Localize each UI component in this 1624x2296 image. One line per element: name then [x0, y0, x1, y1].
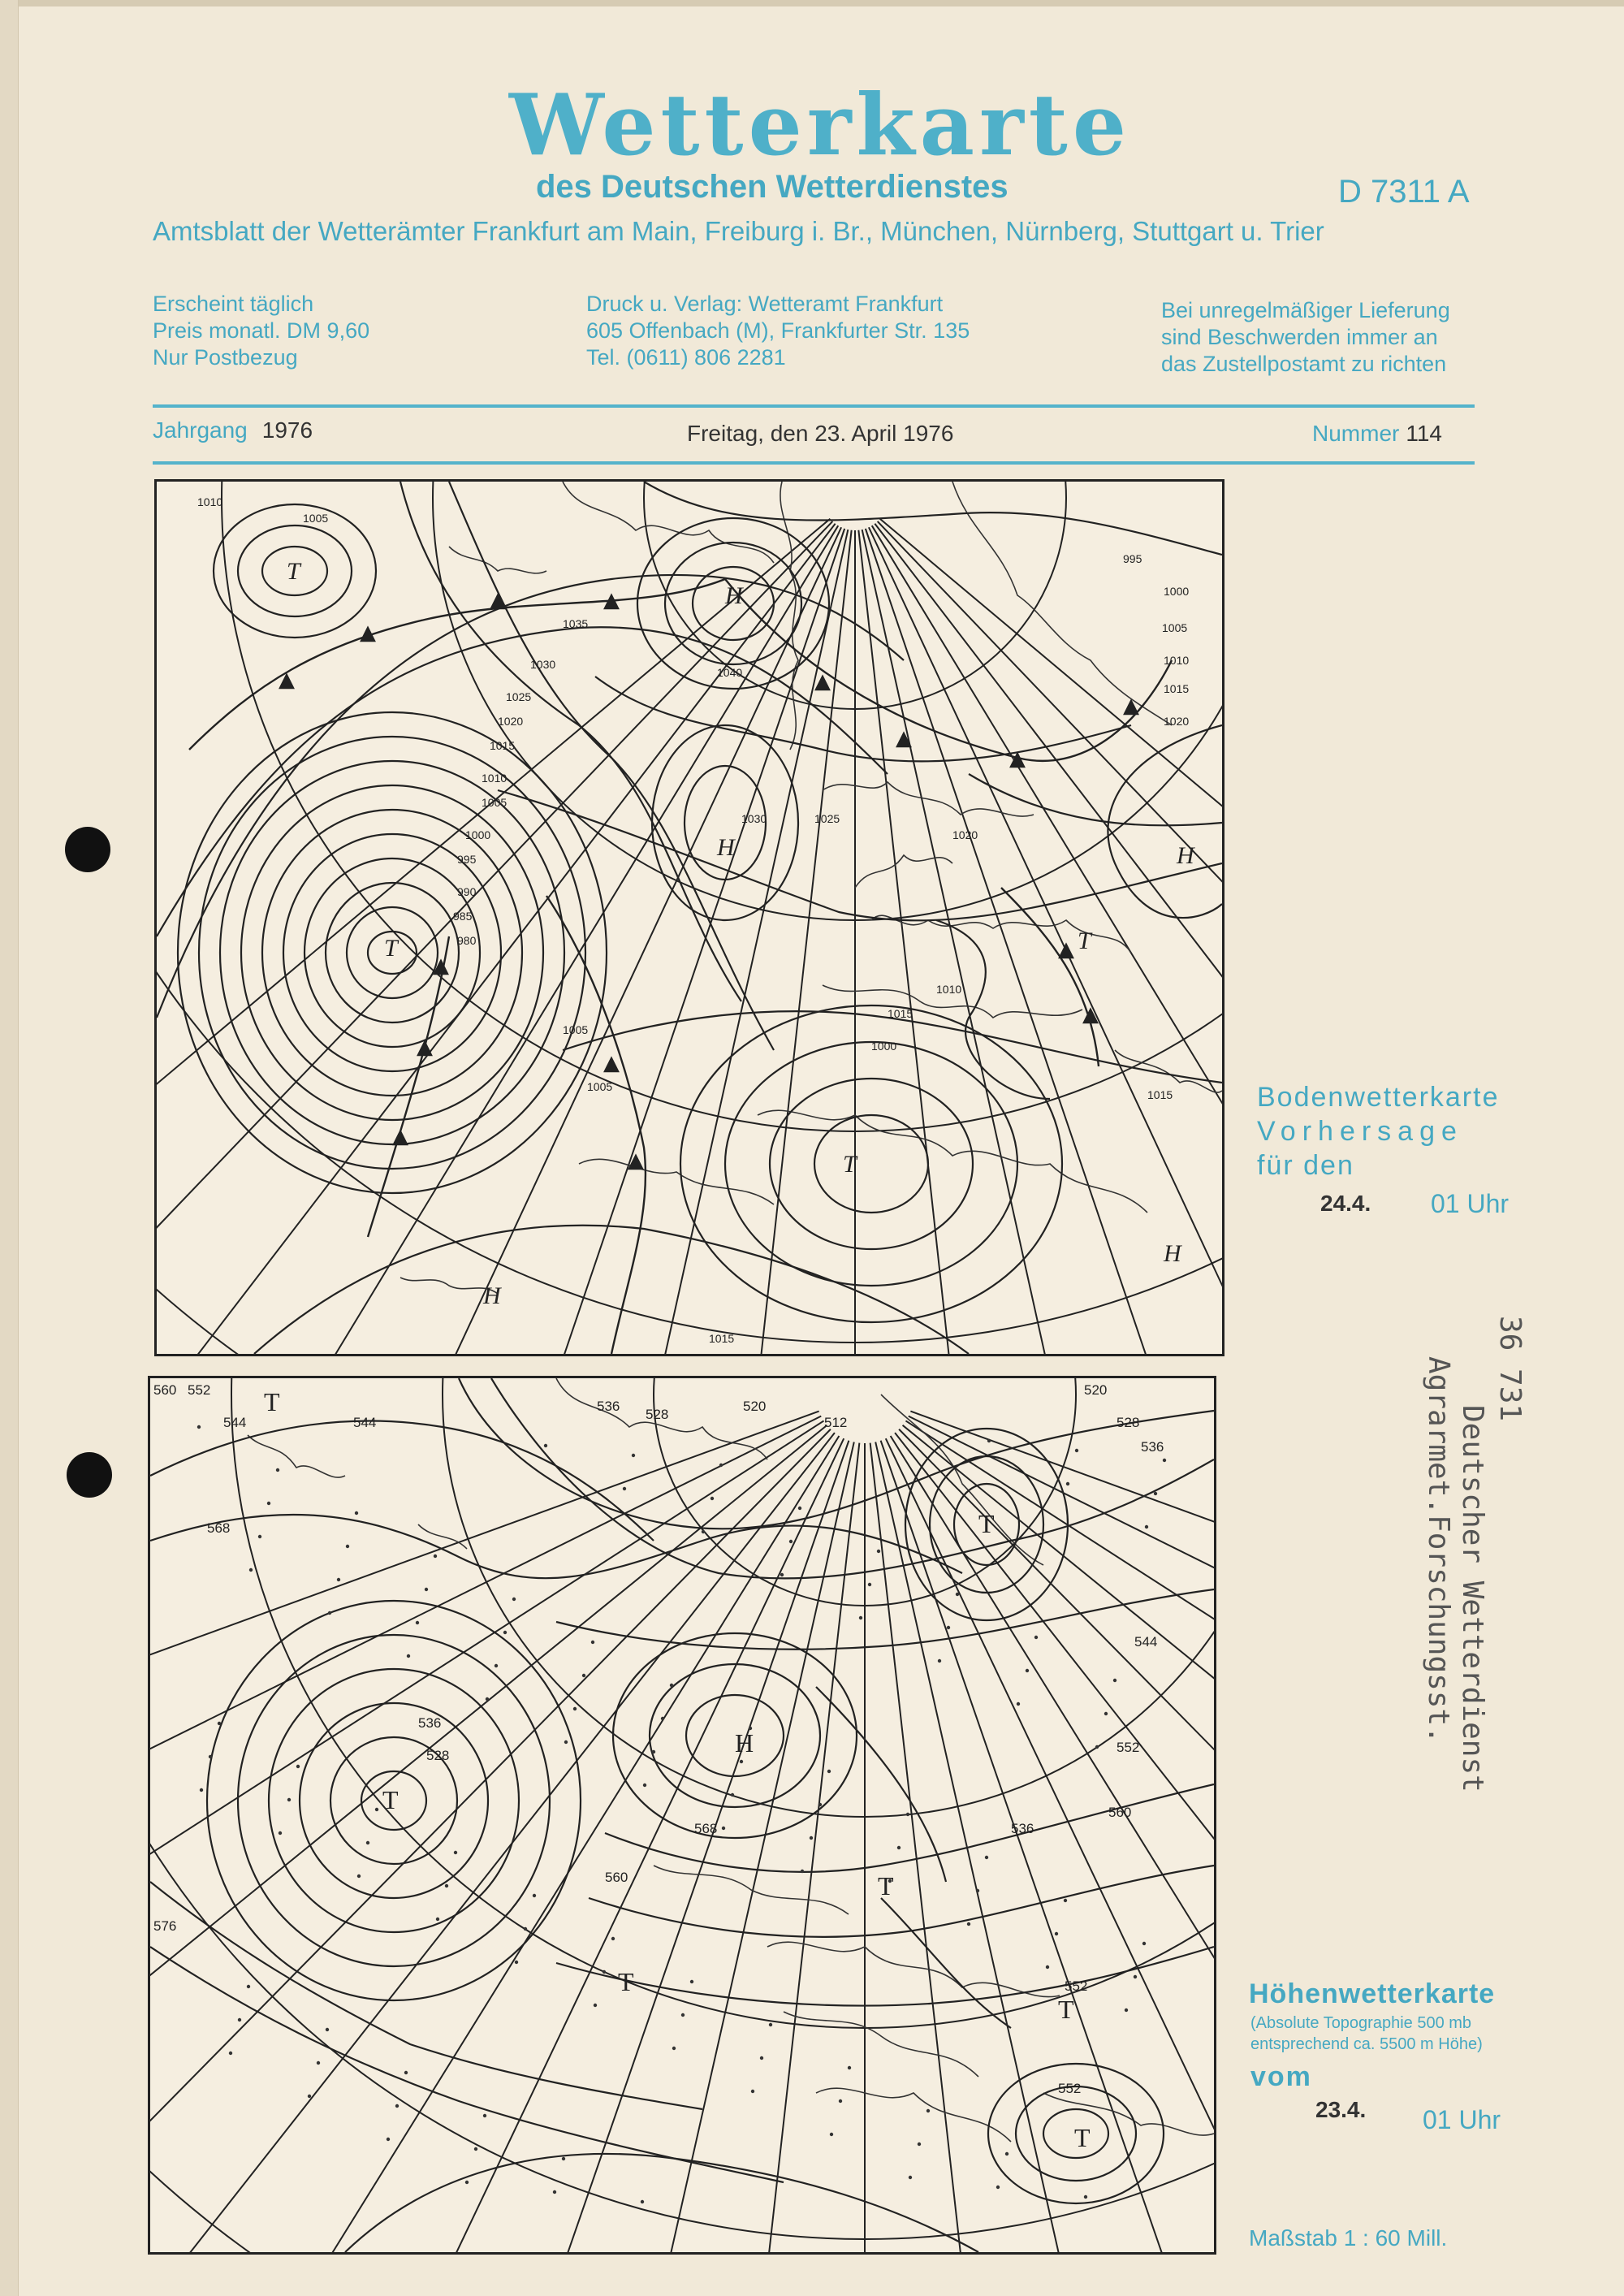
front-symbol [1060, 945, 1073, 958]
station-dot [1017, 1702, 1020, 1706]
meridian-line [150, 1416, 821, 1935]
newspaper-subtitle: des Deutschen Wetterdienstes [536, 169, 1009, 205]
station-dot [690, 1980, 693, 1983]
latitude-circle [443, 1378, 1214, 1817]
station-dot [573, 1707, 577, 1710]
station-dot [906, 1813, 909, 1816]
isobar-label: 1020 [498, 715, 524, 728]
station-dot [524, 1927, 527, 1931]
isobar-label: 1000 [1164, 585, 1190, 598]
station-dot [710, 1497, 714, 1500]
height-label: 576 [153, 1918, 177, 1934]
meridian-line [223, 525, 838, 1354]
front-symbol [1125, 701, 1138, 714]
height-label: 560 [153, 1382, 177, 1398]
surface-map-date: 24.4. [1320, 1191, 1371, 1216]
station-dot [503, 1631, 507, 1634]
station-dot [947, 1626, 950, 1629]
station-dot [229, 2052, 232, 2055]
height-label: 552 [1065, 1978, 1088, 1994]
station-dot [848, 2066, 851, 2069]
meridian-line [157, 519, 830, 1281]
meridian-line [222, 1436, 839, 2252]
station-dot [533, 1894, 536, 1897]
upper-map-height-contours [150, 1378, 1214, 2252]
upper-map-note [1250, 2013, 1483, 2055]
station-dot [483, 2114, 486, 2117]
isobar [652, 725, 798, 920]
surface-map-coastlines [400, 482, 1222, 1294]
station-dot [859, 1616, 862, 1619]
station-dot [357, 1874, 361, 1878]
station-dot [1142, 1942, 1146, 1945]
station-dot [623, 1487, 626, 1490]
isobar-label: 1025 [814, 812, 840, 825]
info-left-line: Nur Postbezug [153, 345, 298, 370]
height-label: 552 [1058, 2081, 1082, 2096]
height-label: 536 [418, 1715, 442, 1731]
isobar [936, 920, 1050, 1099]
isobar-label: 1015 [490, 739, 516, 752]
punch-hole-lower [67, 1452, 112, 1498]
meridian-line [730, 1443, 860, 2252]
isobar-label: 1020 [1164, 715, 1190, 728]
height-contour [589, 1866, 1214, 1937]
latitude-circle [150, 1378, 1214, 2239]
height-label: 528 [426, 1748, 450, 1763]
pressure-system-symbol: H [735, 1728, 754, 1758]
station-dot [877, 1550, 880, 1553]
punch-hole-upper [65, 827, 110, 872]
info-right-line: Bei unregelmäßiger Lieferung [1161, 298, 1450, 322]
station-dot [209, 1755, 212, 1758]
station-dot [355, 1511, 358, 1515]
caption-line: für den [1257, 1150, 1354, 1181]
isobar [400, 482, 741, 1001]
isobar-label: 1010 [197, 495, 223, 508]
meridian-line [895, 1433, 1214, 2252]
latitude-circle [433, 482, 1222, 920]
station-dot [486, 1697, 489, 1701]
pressure-system-symbol: T [1058, 1995, 1074, 2024]
station-dot [926, 2109, 930, 2112]
station-dot [731, 1793, 734, 1797]
upper-map-vom: vom [1250, 2061, 1312, 2092]
caption-line: Höhenwetterkarte [1249, 1978, 1496, 2009]
upper-map-pressure-systems [264, 1387, 1091, 2152]
header-rule-top [153, 404, 1475, 408]
station-dot [337, 1578, 340, 1581]
isobar [498, 790, 1222, 920]
station-dot [967, 1922, 970, 1926]
station-dot [218, 1722, 221, 1725]
station-dot [1066, 1482, 1069, 1485]
height-label: 560 [605, 1870, 628, 1885]
isobar-label: 1005 [303, 512, 329, 525]
isobar [254, 1226, 969, 1354]
isobar [969, 774, 1222, 825]
station-dot [258, 1535, 261, 1538]
weather-front [546, 896, 646, 1354]
surface-map-caption [1257, 1080, 1500, 1183]
meridian-line [597, 1442, 854, 2252]
height-label: 544 [223, 1415, 247, 1430]
station-dot [611, 1937, 615, 1940]
jahrgang [153, 417, 313, 443]
meridian-line [909, 1416, 1214, 1935]
isobar [814, 1115, 928, 1213]
surface-map-drawing [157, 482, 1222, 1354]
station-dot [512, 1598, 516, 1601]
station-dot [562, 2157, 565, 2160]
library-stamp [1413, 1316, 1543, 1884]
info-center-line: Tel. (0611) 806 2281 [586, 345, 786, 370]
isobar-label: 1030 [530, 658, 556, 671]
isobar-label: 995 [1123, 552, 1142, 565]
station-dot [909, 2176, 912, 2179]
height-label: 536 [597, 1399, 620, 1414]
pressure-system-symbol: H [1177, 842, 1194, 869]
stamp-number: 36 731 [1493, 1316, 1527, 1422]
height-label: 552 [1116, 1740, 1140, 1755]
latitude-circle [150, 1378, 1214, 2252]
station-dot [996, 2186, 1000, 2189]
surface-weather-map [154, 479, 1224, 1356]
pressure-system-symbol: T [382, 1785, 399, 1814]
station-dot [434, 1554, 437, 1558]
front-symbol [280, 675, 293, 688]
station-dot [395, 2104, 399, 2108]
station-dot [328, 1611, 331, 1615]
station-dot [1125, 2008, 1128, 2012]
station-dot [827, 1770, 831, 1773]
upper-map-drawing [150, 1378, 1214, 2252]
height-label: 512 [824, 1415, 848, 1430]
isobar-label: 1015 [1147, 1088, 1173, 1101]
meridian-line [723, 530, 852, 1354]
station-dot [818, 1803, 822, 1806]
issue-date: Freitag, den 23. April 1976 [687, 421, 954, 446]
station-dot [603, 1970, 606, 1974]
station-dot [1055, 1932, 1058, 1935]
station-dot [719, 1464, 723, 1467]
info-left-line: Preis monatl. DM 9,60 [153, 318, 370, 343]
station-dot [326, 2028, 329, 2031]
pressure-system-symbol: H [725, 582, 743, 609]
paper-top-edge [0, 0, 1624, 6]
station-dot [1104, 1712, 1108, 1715]
station-dot [789, 1540, 793, 1543]
station-dot [632, 1454, 635, 1457]
isobar [680, 1005, 1062, 1322]
map-scale: Maßstab 1 : 60 Mill. [1249, 2225, 1448, 2251]
station-dot [436, 1918, 439, 1921]
nummer-label: Nummer [1312, 421, 1400, 446]
isobar-label: 980 [457, 934, 477, 947]
isobar-label: 1010 [1164, 654, 1190, 667]
nummer-value: 114 [1406, 421, 1442, 446]
station-dot [670, 1684, 673, 1687]
front-symbol [605, 1058, 618, 1071]
station-dot [672, 2047, 676, 2050]
station-dot [495, 1664, 498, 1667]
pressure-system-symbol: T [1078, 927, 1091, 954]
station-dot [760, 2056, 763, 2060]
pressure-system-symbol: T [287, 558, 300, 585]
isobar-label: 985 [453, 910, 473, 923]
surface-map-isobars [157, 482, 1222, 1354]
station-dot [296, 1765, 300, 1768]
station-dot [1163, 1459, 1166, 1462]
station-dot [454, 1851, 457, 1854]
station-dot [1064, 1899, 1067, 1902]
station-dot [1134, 1975, 1137, 1978]
isobar-label: 1025 [506, 690, 532, 703]
isobar-label: 1040 [717, 666, 743, 679]
station-dot [681, 2013, 685, 2017]
station-dot [1026, 1669, 1029, 1672]
station-dot [474, 2147, 477, 2151]
jahrgang-value: 1976 [261, 417, 313, 443]
pressure-system-symbol: T [618, 1967, 634, 1996]
latitude-circle [222, 482, 1222, 1131]
station-dot [985, 1856, 988, 1859]
pressure-system-symbol: T [878, 1871, 894, 1900]
meridian-line [157, 521, 832, 1354]
height-contour [881, 1898, 1011, 2028]
stamp-line-2: Agrarmet.Forschungsst. [1422, 1356, 1455, 1744]
height-label: 560 [1108, 1805, 1132, 1820]
latitude-circle [150, 1378, 1214, 2252]
station-dot [375, 1808, 378, 1811]
station-dot [780, 1573, 784, 1576]
station-dot [279, 1831, 282, 1835]
isobar-label: 1005 [1162, 621, 1188, 634]
station-dot [1095, 1745, 1099, 1749]
station-dot [346, 1545, 349, 1548]
station-dot [416, 1621, 419, 1624]
note-line: (Absolute Topographie 500 mb [1250, 2014, 1472, 2032]
station-dot [445, 1884, 448, 1887]
info-center-line: Druck u. Verlag: Wetteramt Frankfurt [586, 292, 944, 316]
station-dot [200, 1788, 203, 1792]
pressure-system-symbol: H [717, 834, 735, 861]
station-dot [643, 1784, 646, 1787]
station-dot [702, 1530, 705, 1533]
station-dot [553, 2190, 556, 2194]
meridian-line [340, 527, 841, 1354]
upper-map-time: 01 Uhr [1423, 2105, 1501, 2134]
station-dot [1113, 1679, 1116, 1682]
stamp-line-1: Deutscher Wetterdienst [1456, 1405, 1489, 1792]
caption-line: Vorhersage [1257, 1116, 1463, 1147]
height-label: 568 [207, 1520, 231, 1536]
station-dot [798, 1507, 801, 1510]
height-label: 544 [353, 1415, 377, 1430]
front-symbol [418, 1042, 431, 1055]
station-dot [197, 1425, 201, 1429]
front-symbol [394, 1131, 407, 1144]
height-contour [150, 1947, 784, 2182]
isobar-label: 1020 [952, 828, 978, 841]
pressure-system-symbol: T [843, 1151, 857, 1178]
pressure-system-symbol: T [264, 1387, 280, 1416]
upper-map-caption [1249, 1977, 1495, 2011]
newspaper-title: Wetterkarte [509, 75, 1131, 175]
isobar-label: 990 [457, 885, 477, 898]
station-dot [641, 2200, 644, 2203]
station-dot [976, 1889, 979, 1892]
meridian-line [150, 1420, 824, 2053]
station-dot [652, 1750, 655, 1753]
meridian-line [157, 524, 836, 1354]
height-label: 520 [1084, 1382, 1108, 1398]
station-dot [249, 1568, 253, 1572]
isobar-label: 1030 [741, 812, 767, 825]
meridian-line [341, 1438, 844, 2252]
station-dot [582, 1674, 585, 1677]
publication-code: D 7311 A [1338, 174, 1470, 210]
front-symbol [816, 677, 829, 690]
meridian-line [875, 524, 1222, 1354]
isobar-label: 1015 [709, 1332, 735, 1345]
station-dot [1005, 2152, 1009, 2155]
upper-map-coastlines [248, 1378, 1214, 2142]
isobar-label: 1010 [936, 983, 962, 996]
station-dot [465, 2181, 469, 2184]
station-dot [1046, 1965, 1049, 1969]
station-dot [661, 1717, 664, 1720]
station-dot [267, 1502, 270, 1505]
isobar [157, 575, 904, 1018]
station-dot [594, 2004, 597, 2007]
station-dot [1075, 1449, 1078, 1452]
height-label: 536 [1011, 1821, 1034, 1836]
height-label: 552 [188, 1382, 211, 1398]
station-dot [407, 1654, 410, 1658]
isobar [595, 677, 1131, 761]
paper-left-edge [0, 0, 19, 2296]
height-label: 520 [743, 1399, 767, 1414]
meridian-line [150, 1412, 819, 1812]
isobar-label: 995 [457, 853, 477, 866]
station-dot [918, 2143, 921, 2146]
station-dot [544, 1444, 547, 1447]
isobar-label: 1015 [1164, 682, 1190, 695]
station-dot [1034, 1636, 1038, 1639]
pressure-system-symbol: T [978, 1509, 995, 1538]
station-dot [308, 2095, 311, 2098]
station-dot [515, 1961, 518, 1964]
station-dot [938, 1659, 941, 1663]
header-rule-bottom [153, 461, 1475, 465]
height-label: 544 [1134, 1634, 1158, 1650]
station-dot [287, 1798, 291, 1801]
station-dot [238, 2018, 241, 2021]
note-line: entsprechend ca. 5500 m Höhe) [1250, 2035, 1483, 2053]
pressure-system-symbol: T [384, 935, 398, 962]
station-dot [830, 2133, 833, 2136]
info-center [586, 291, 970, 371]
station-dot [987, 1439, 991, 1442]
station-dot [1084, 2195, 1087, 2199]
height-label: 568 [694, 1821, 718, 1836]
isobar-label: 1000 [871, 1040, 897, 1053]
isobar-label: 1010 [482, 772, 508, 785]
station-dot [425, 1588, 428, 1591]
amtsblatt-line: Amtsblatt der Wetterämter Frankfurt am Main, Freiburg i. Br., München, Nürnberg, Stuttgart u. Trier [153, 216, 1324, 246]
pressure-system-symbol: H [1164, 1240, 1181, 1267]
height-label: 536 [1141, 1439, 1164, 1455]
isobar-label: 1005 [587, 1080, 613, 1093]
height-label: 528 [1116, 1415, 1140, 1430]
upper-air-weather-map [148, 1376, 1216, 2255]
meridian-line [878, 521, 1222, 1354]
station-dot [868, 1583, 871, 1586]
info-right-line: das Zustellpostamt zu richten [1161, 352, 1447, 376]
upper-map-meridians [150, 1378, 1214, 2252]
station-dot [247, 1985, 250, 1988]
info-left [153, 291, 369, 371]
station-dot [1145, 1525, 1148, 1529]
station-dot [317, 2061, 320, 2065]
height-label: 528 [646, 1407, 669, 1422]
surface-map-time: 01 Uhr [1431, 1189, 1510, 1218]
station-dot [387, 2138, 390, 2141]
info-center-line: 605 Offenbach (M), Frankfurter Str. 135 [586, 318, 970, 343]
isobar-label: 1035 [563, 617, 589, 630]
isobar-label: 1000 [465, 828, 491, 841]
station-dot [751, 2090, 754, 2093]
issue-number [1312, 421, 1442, 447]
station-dot [897, 1846, 901, 1849]
isobar-label: 1005 [563, 1023, 589, 1036]
jahrgang-label: Jahrgang [153, 417, 248, 443]
info-right-line: sind Beschwerden immer an [1161, 325, 1438, 349]
pressure-system-symbol: T [1074, 2123, 1091, 2152]
station-dot [839, 2099, 842, 2103]
isobar-label: 1005 [482, 796, 508, 809]
station-dot [810, 1836, 813, 1840]
meridian-line [903, 1425, 1214, 2163]
station-dot [769, 2023, 772, 2026]
isobar [770, 1079, 973, 1249]
info-left-line: Erscheint täglich [153, 292, 314, 316]
station-dot [1154, 1492, 1157, 1495]
station-dot [956, 1593, 959, 1596]
station-dot [366, 1841, 369, 1844]
station-dot [591, 1641, 594, 1644]
station-dot [801, 1870, 804, 1873]
info-right [1161, 297, 1450, 378]
station-dot [564, 1740, 568, 1744]
surface-map-fronts [189, 579, 1172, 1354]
height-contour [345, 2154, 978, 2252]
pressure-system-symbol: H [483, 1282, 501, 1309]
height-contour [150, 1515, 962, 1578]
station-dot [404, 2071, 408, 2074]
caption-line: Bodenwetterkarte [1257, 1082, 1500, 1113]
station-dot [722, 1827, 725, 1830]
upper-map-date: 23.4. [1315, 2097, 1367, 2122]
station-dot [740, 1760, 743, 1763]
isobar-label: 1015 [888, 1007, 914, 1020]
meridian-line [858, 530, 987, 1354]
station-dot [276, 1468, 279, 1472]
height-contour [816, 1687, 946, 1882]
